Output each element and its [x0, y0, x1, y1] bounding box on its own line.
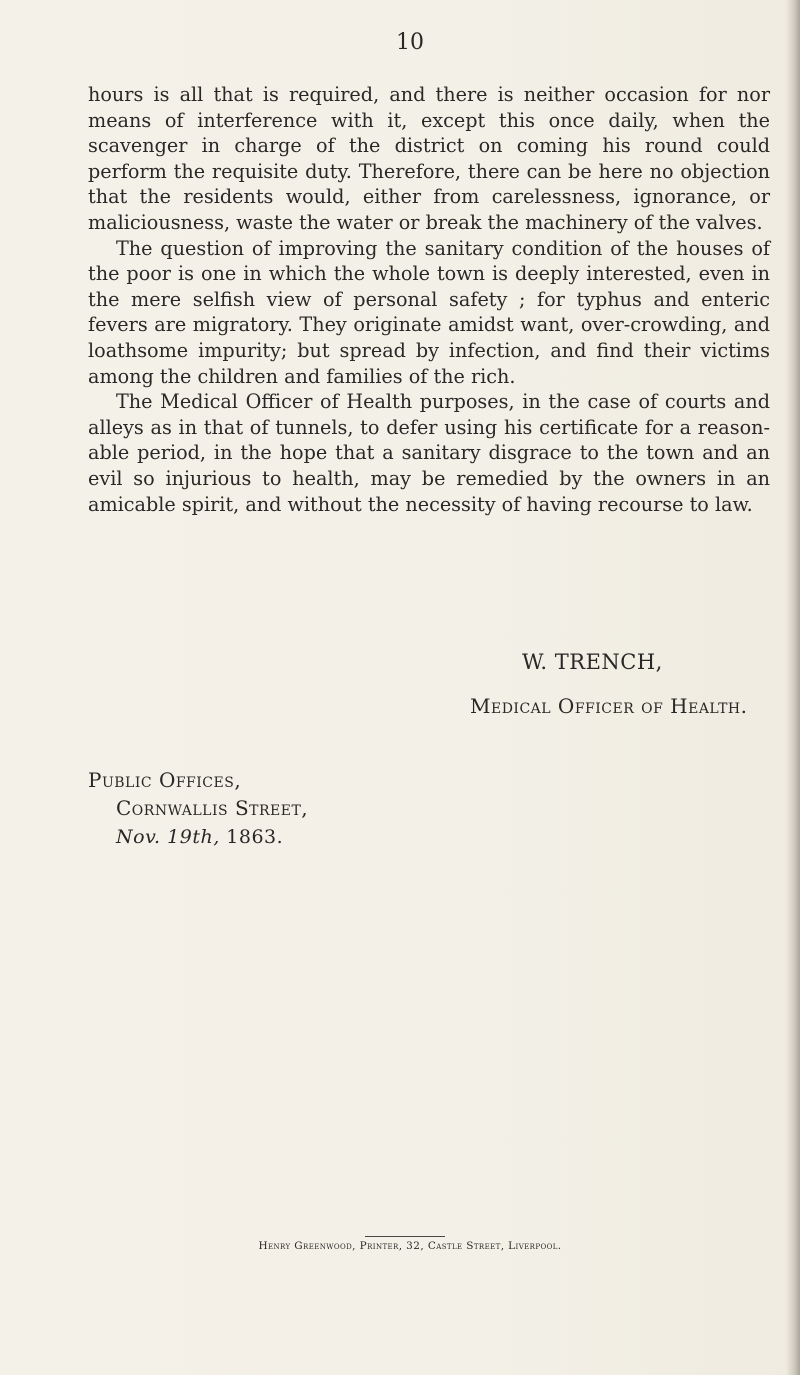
address-line-1: Public Offices, [88, 768, 242, 792]
date-day: 19th, [167, 826, 220, 848]
body-text [88, 82, 770, 517]
date-month: Nov. [116, 826, 161, 848]
address-date [116, 826, 283, 848]
imprint-rule [365, 1236, 445, 1237]
address-line-2: Cornwallis Street, [116, 796, 309, 820]
paragraph: The Medical Officer of Health purposes, in the case of courts and alleys as in that of tunnels, to defer using his certificate for a reason-able period, in the hope that a sanitary disgrace to the town and an evil so injurious to health, may be remedied by the owners in an amicable spirit, and without the necessity of having recourse to law. [88, 390, 770, 516]
paragraph: The question of improving the sanitary condition of the houses of the poor is one in which the whole town is deeply interested, even in the mere selfish view of personal safety ; for typhus and enteric fevers are migratory. They originate amidst want, over-crowding, and loathsome impurity; but spread by infection, and find their victims among the children and families of the rich. [88, 236, 770, 388]
page-number: 10 [396, 30, 424, 55]
signature-title: Medical Officer of Health. [470, 694, 748, 718]
date-year: 1863. [226, 826, 284, 848]
printer-imprint: Henry Greenwood, Printer, 32, Castle Street, Liverpool. [258, 1240, 562, 1252]
paragraph: hours is all that is required, and there is neither occasion for nor means of interference with it, except this once daily, when the scavenger in charge of the district on coming his round could perform the requisite duty. Therefore, there can be here no objection that the residents would, either from carelessness, ignorance, or maliciousness, waste the water or break the machinery of the valves. [88, 83, 770, 234]
page-edge-shadow [786, 0, 800, 1375]
signature-name: W. TRENCH, [522, 650, 663, 674]
